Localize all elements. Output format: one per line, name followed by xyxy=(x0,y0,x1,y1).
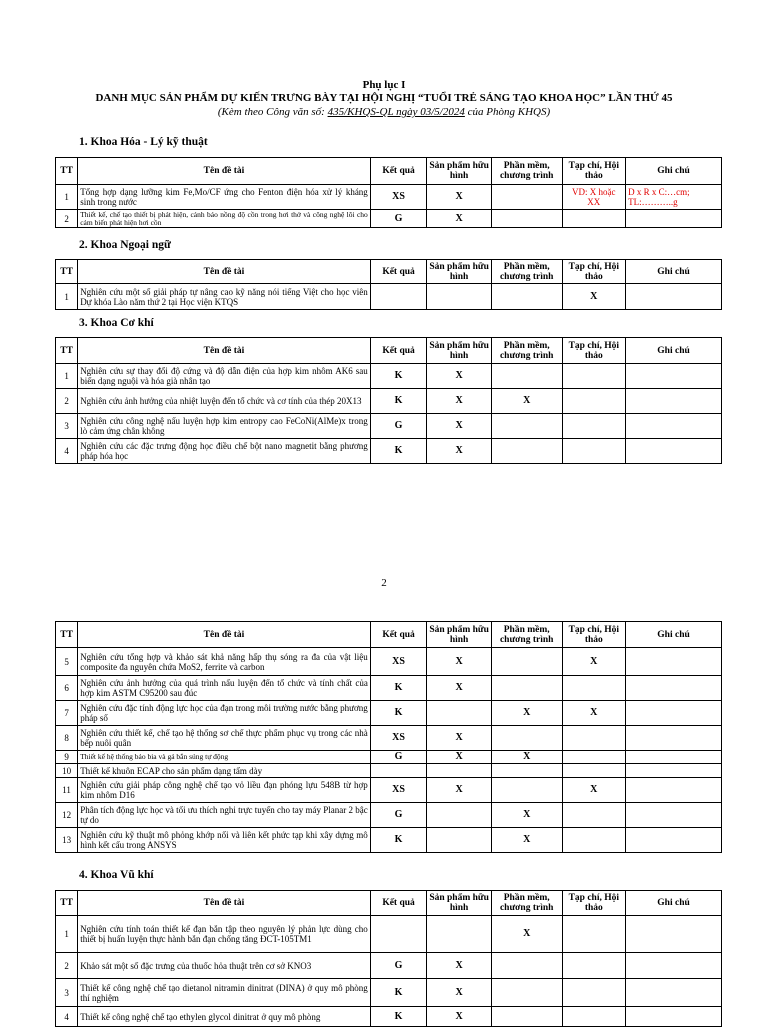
cell-result: XS xyxy=(370,185,427,210)
column-header: Kết quả xyxy=(370,891,427,916)
cell-journal: VD: X hoặc XX xyxy=(562,185,626,210)
cell-tt: 10 xyxy=(56,764,78,778)
cell-software: X xyxy=(491,803,562,828)
cell-note xyxy=(626,676,722,701)
cell-software xyxy=(491,676,562,701)
table-row xyxy=(56,916,722,953)
cell-journal xyxy=(562,726,626,751)
column-header: Sản phẩm hữu hình xyxy=(427,158,492,185)
cell-software: X xyxy=(491,828,562,853)
column-header: Sản phẩm hữu hình xyxy=(427,891,492,916)
cell-note xyxy=(626,726,722,751)
section-heading-4: 4. Khoa Vũ khí xyxy=(79,869,154,881)
cell-tt: 8 xyxy=(56,726,78,751)
cell-software xyxy=(491,726,562,751)
column-header: Kết quả xyxy=(370,260,427,284)
cell-result: XS xyxy=(370,726,427,751)
cell-journal xyxy=(562,803,626,828)
page-number: 2 xyxy=(381,577,387,589)
cell-product: X xyxy=(427,210,492,228)
table-section-1 xyxy=(55,157,722,228)
cell-name: Nghiên cứu sự thay đổi độ cứng và độ dẫn điện của hợp kim nhôm AK6 sau biến dạng nguội và hóa già nhân tạo xyxy=(78,364,371,389)
cell-name: Thiết kế hệ thống bảo bia và gá bắn súng tự động xyxy=(78,751,371,764)
cell-result: K xyxy=(370,979,427,1007)
cell-product: X xyxy=(427,726,492,751)
cell-product: X xyxy=(427,953,492,979)
cell-journal xyxy=(562,828,626,853)
cell-name: Nghiên cứu giải pháp công nghệ chế tạo vỏ liều đạn phóng lựu 548B từ hợp kim nhôm D16 xyxy=(78,778,371,803)
table-row xyxy=(56,284,722,310)
cell-result: K xyxy=(370,1007,427,1027)
cell-tt: 4 xyxy=(56,439,78,464)
cell-note xyxy=(626,916,722,953)
column-header: Sản phẩm hữu hình xyxy=(427,622,492,648)
table-section-2 xyxy=(55,259,722,310)
cell-product xyxy=(427,701,492,726)
cell-product xyxy=(427,803,492,828)
cell-tt: 1 xyxy=(56,185,78,210)
cell-software xyxy=(491,185,562,210)
column-header: Tên đề tài xyxy=(78,158,371,185)
cell-name: Phân tích động lực học và tối ưu thích nghi trực tuyến cho tay máy Planar 2 bậc tự do xyxy=(78,803,371,828)
cell-note xyxy=(626,828,722,853)
column-header: TT xyxy=(56,260,78,284)
column-header: Phần mềm, chương trình xyxy=(491,158,562,185)
cell-tt: 12 xyxy=(56,803,78,828)
cell-software xyxy=(491,439,562,464)
column-header: Ghi chú xyxy=(626,260,722,284)
table-row xyxy=(56,389,722,414)
cell-result: G xyxy=(370,953,427,979)
column-header: TT xyxy=(56,158,78,185)
cell-tt: 9 xyxy=(56,751,78,764)
cell-result: G xyxy=(370,210,427,228)
column-header: Phần mềm, chương trình xyxy=(491,260,562,284)
cell-software xyxy=(491,778,562,803)
cell-tt: 2 xyxy=(56,953,78,979)
appendix-label: Phụ lục I xyxy=(362,79,406,91)
cell-name: Thiết kế khuôn ECAP cho sản phẩm dạng tấm dày xyxy=(78,764,371,778)
cell-product: X xyxy=(427,751,492,764)
cell-software xyxy=(491,414,562,439)
column-header: TT xyxy=(56,622,78,648)
cell-result xyxy=(370,764,427,778)
cell-journal: X xyxy=(562,284,626,310)
cell-product xyxy=(427,828,492,853)
cell-note xyxy=(626,389,722,414)
table-row xyxy=(56,751,722,764)
cell-software xyxy=(491,953,562,979)
cell-name: Nghiên cứu tính toán thiết kế đạn bắn tập theo nguyên lý phản lực dùng cho thiết bị huấn luyện thực hành bắn đạn chống tăng ĐCT-105TM1 xyxy=(78,916,371,953)
cell-software xyxy=(491,764,562,778)
cell-journal xyxy=(562,676,626,701)
cell-result: K xyxy=(370,439,427,464)
cell-result: K xyxy=(370,389,427,414)
cell-journal xyxy=(562,916,626,953)
cell-note: D x R x C:…cm; TL:………..g xyxy=(626,185,722,210)
cell-product: X xyxy=(427,414,492,439)
table-header-row xyxy=(56,338,722,364)
cell-name: Nghiên cứu một số giải pháp tự nâng cao kỹ năng nói tiếng Việt cho học viên Dự khóa Lào năm thứ 2 tại Học viện KTQS xyxy=(78,284,371,310)
cell-software xyxy=(491,210,562,228)
cell-name: Nghiên cứu ảnh hưởng của quá trình nấu luyện đến tổ chức và tính chất của hợp kim ASTM C95200 sau đúc xyxy=(78,676,371,701)
column-header: Tạp chí, Hội thảo xyxy=(562,622,626,648)
cell-note xyxy=(626,778,722,803)
cell-product xyxy=(427,764,492,778)
column-header: Tên đề tài xyxy=(78,622,371,648)
cell-name: Nghiên cứu các đặc trưng động học điều chế bột nano magnetit bằng phương pháp hóa học xyxy=(78,439,371,464)
table-section-3 xyxy=(55,337,722,464)
cell-journal: X xyxy=(562,701,626,726)
cell-product: X xyxy=(427,439,492,464)
column-header: Tạp chí, Hội thảo xyxy=(562,891,626,916)
cell-product: X xyxy=(427,185,492,210)
cell-software: X xyxy=(491,701,562,726)
column-header: TT xyxy=(56,891,78,916)
cell-tt: 7 xyxy=(56,701,78,726)
cell-software xyxy=(491,364,562,389)
column-header: Tạp chí, Hội thảo xyxy=(562,338,626,364)
table-row xyxy=(56,764,722,778)
cell-result: G xyxy=(370,751,427,764)
table-row xyxy=(56,364,722,389)
cell-note xyxy=(626,439,722,464)
cell-journal xyxy=(562,389,626,414)
cell-journal: X xyxy=(562,778,626,803)
cell-name: Thiết kế công nghệ chế tạo ethylen glycol dinitrat ở quy mô phòng xyxy=(78,1007,371,1027)
table-header-row xyxy=(56,260,722,284)
table-header-row xyxy=(56,158,722,185)
column-header: Sản phẩm hữu hình xyxy=(427,338,492,364)
cell-journal xyxy=(562,414,626,439)
cell-result xyxy=(370,916,427,953)
cell-name: Nghiên cứu tổng hợp và khảo sát khả năng hấp thụ sóng ra đa của vật liệu composite đa nguyên chứa MoS2, ferrite và carbon xyxy=(78,648,371,676)
cell-note xyxy=(626,364,722,389)
cell-tt: 2 xyxy=(56,389,78,414)
cell-tt: 6 xyxy=(56,676,78,701)
cell-note xyxy=(626,648,722,676)
table-section-4 xyxy=(55,890,722,1027)
cell-tt: 3 xyxy=(56,979,78,1007)
cell-name: Nghiên cứu công nghệ nấu luyện hợp kim entropy cao FeCoNi(AlMe)x trong lò cảm ứng chân không xyxy=(78,414,371,439)
cell-tt: 1 xyxy=(56,916,78,953)
column-header: Phần mềm, chương trình xyxy=(491,622,562,648)
cell-journal xyxy=(562,751,626,764)
column-header: Ghi chú xyxy=(626,158,722,185)
cell-name: Thiết kế, chế tạo thiết bị phát hiện, cảnh báo nồng độ cồn trong hơi thở và công nghệ lõi cho cảm biến phát hiện hơi cồn xyxy=(78,210,371,228)
table-row xyxy=(56,701,722,726)
cell-tt: 1 xyxy=(56,364,78,389)
cell-journal: X xyxy=(562,648,626,676)
cell-result: XS xyxy=(370,778,427,803)
table-page-2 xyxy=(55,621,722,853)
cell-name: Thiết kế công nghệ chế tạo dietanol nitramin dinitrat (DINA) ở quy mô phòng thí nghiệm xyxy=(78,979,371,1007)
cell-name: Nghiên cứu ảnh hưởng của nhiệt luyện đến tổ chức và cơ tính của thép 20X13 xyxy=(78,389,371,414)
cell-result: K xyxy=(370,676,427,701)
table-row xyxy=(56,726,722,751)
column-header: Phần mềm, chương trình xyxy=(491,338,562,364)
cell-note xyxy=(626,803,722,828)
column-header: Ghi chú xyxy=(626,622,722,648)
column-header: Phần mềm, chương trình xyxy=(491,891,562,916)
column-header: Tên đề tài xyxy=(78,338,371,364)
table-row xyxy=(56,778,722,803)
cell-product xyxy=(427,916,492,953)
cell-name: Nghiên cứu thiết kế, chế tạo hệ thống sơ chế thực phẩm phục vụ trong các nhà bếp nuôi quân xyxy=(78,726,371,751)
cell-result xyxy=(370,284,427,310)
section-heading-2: 2. Khoa Ngoại ngữ xyxy=(79,239,171,251)
table-row xyxy=(56,185,722,210)
cell-result: K xyxy=(370,701,427,726)
column-header: Tên đề tài xyxy=(78,260,371,284)
cell-software: X xyxy=(491,389,562,414)
table-row xyxy=(56,676,722,701)
cell-note xyxy=(626,751,722,764)
cell-product: X xyxy=(427,1007,492,1027)
table-header-row xyxy=(56,891,722,916)
table-row xyxy=(56,414,722,439)
column-header: TT xyxy=(56,338,78,364)
cell-note xyxy=(626,414,722,439)
cell-tt: 13 xyxy=(56,828,78,853)
cell-note xyxy=(626,284,722,310)
cell-result: K xyxy=(370,364,427,389)
table-row xyxy=(56,210,722,228)
cell-result: G xyxy=(370,414,427,439)
cell-journal xyxy=(562,953,626,979)
cell-product: X xyxy=(427,676,492,701)
column-header: Kết quả xyxy=(370,158,427,185)
cell-note xyxy=(626,764,722,778)
table-row xyxy=(56,953,722,979)
cell-note xyxy=(626,701,722,726)
column-header: Ghi chú xyxy=(626,891,722,916)
table-row xyxy=(56,803,722,828)
section-heading-3: 3. Khoa Cơ khí xyxy=(79,317,154,329)
column-header: Tên đề tài xyxy=(78,891,371,916)
cell-software xyxy=(491,648,562,676)
cell-product: X xyxy=(427,364,492,389)
cell-journal xyxy=(562,439,626,464)
table-row xyxy=(56,979,722,1007)
column-header: Kết quả xyxy=(370,338,427,364)
cell-result: K xyxy=(370,828,427,853)
cell-journal xyxy=(562,210,626,228)
cell-product: X xyxy=(427,778,492,803)
cell-tt: 1 xyxy=(56,284,78,310)
column-header: Ghi chú xyxy=(626,338,722,364)
table-row xyxy=(56,648,722,676)
table-row xyxy=(56,439,722,464)
cell-note xyxy=(626,210,722,228)
column-header: Tạp chí, Hội thảo xyxy=(562,158,626,185)
column-header: Sản phẩm hữu hình xyxy=(427,260,492,284)
section-heading-1: 1. Khoa Hóa - Lý kỹ thuật xyxy=(79,136,208,148)
cell-result: G xyxy=(370,803,427,828)
cell-tt: 5 xyxy=(56,648,78,676)
cell-tt: 4 xyxy=(56,1007,78,1027)
table-header-row xyxy=(56,622,722,648)
cell-tt: 2 xyxy=(56,210,78,228)
cell-product xyxy=(427,284,492,310)
cell-product: X xyxy=(427,648,492,676)
cell-result: XS xyxy=(370,648,427,676)
table-row xyxy=(56,828,722,853)
cell-note xyxy=(626,979,722,1007)
cell-software xyxy=(491,979,562,1007)
cell-product: X xyxy=(427,979,492,1007)
cell-software: X xyxy=(491,916,562,953)
cell-product: X xyxy=(427,389,492,414)
cell-software: X xyxy=(491,751,562,764)
cell-software xyxy=(491,284,562,310)
cell-journal xyxy=(562,364,626,389)
column-header: Kết quả xyxy=(370,622,427,648)
cell-tt: 3 xyxy=(56,414,78,439)
cell-journal xyxy=(562,979,626,1007)
cell-journal xyxy=(562,764,626,778)
cell-name: Tổng hợp dạng lưỡng kim Fe,Mo/CF ứng cho Fenton điện hóa xử lý kháng sinh trong nước xyxy=(78,185,371,210)
cell-note xyxy=(626,953,722,979)
cell-name: Khảo sát một số đặc trưng của thuốc hỏa thuật trên cơ sở KNO3 xyxy=(78,953,371,979)
cell-name: Nghiên cứu đặc tính động lực học của đạn trong môi trường nước bằng phương pháp số xyxy=(78,701,371,726)
column-header: Tạp chí, Hội thảo xyxy=(562,260,626,284)
cell-tt: 11 xyxy=(56,778,78,803)
document-subtitle: (Kèm theo Công văn số: 435/KHQS-QL ngày 03/5/2024 của Phòng KHQS) xyxy=(217,106,551,118)
document-title: DANH MỤC SẢN PHẨM DỰ KIẾN TRƯNG BÀY TẠI HỘI NGHỊ “TUỔI TRẺ SÁNG TẠO KHOA HỌC” LẦN THỨ 45 xyxy=(95,92,673,104)
cell-name: Nghiên cứu kỹ thuật mô phỏng khớp nối và liên kết phức tạp khi xây dựng mô hình kết cấu trong ANSYS xyxy=(78,828,371,853)
